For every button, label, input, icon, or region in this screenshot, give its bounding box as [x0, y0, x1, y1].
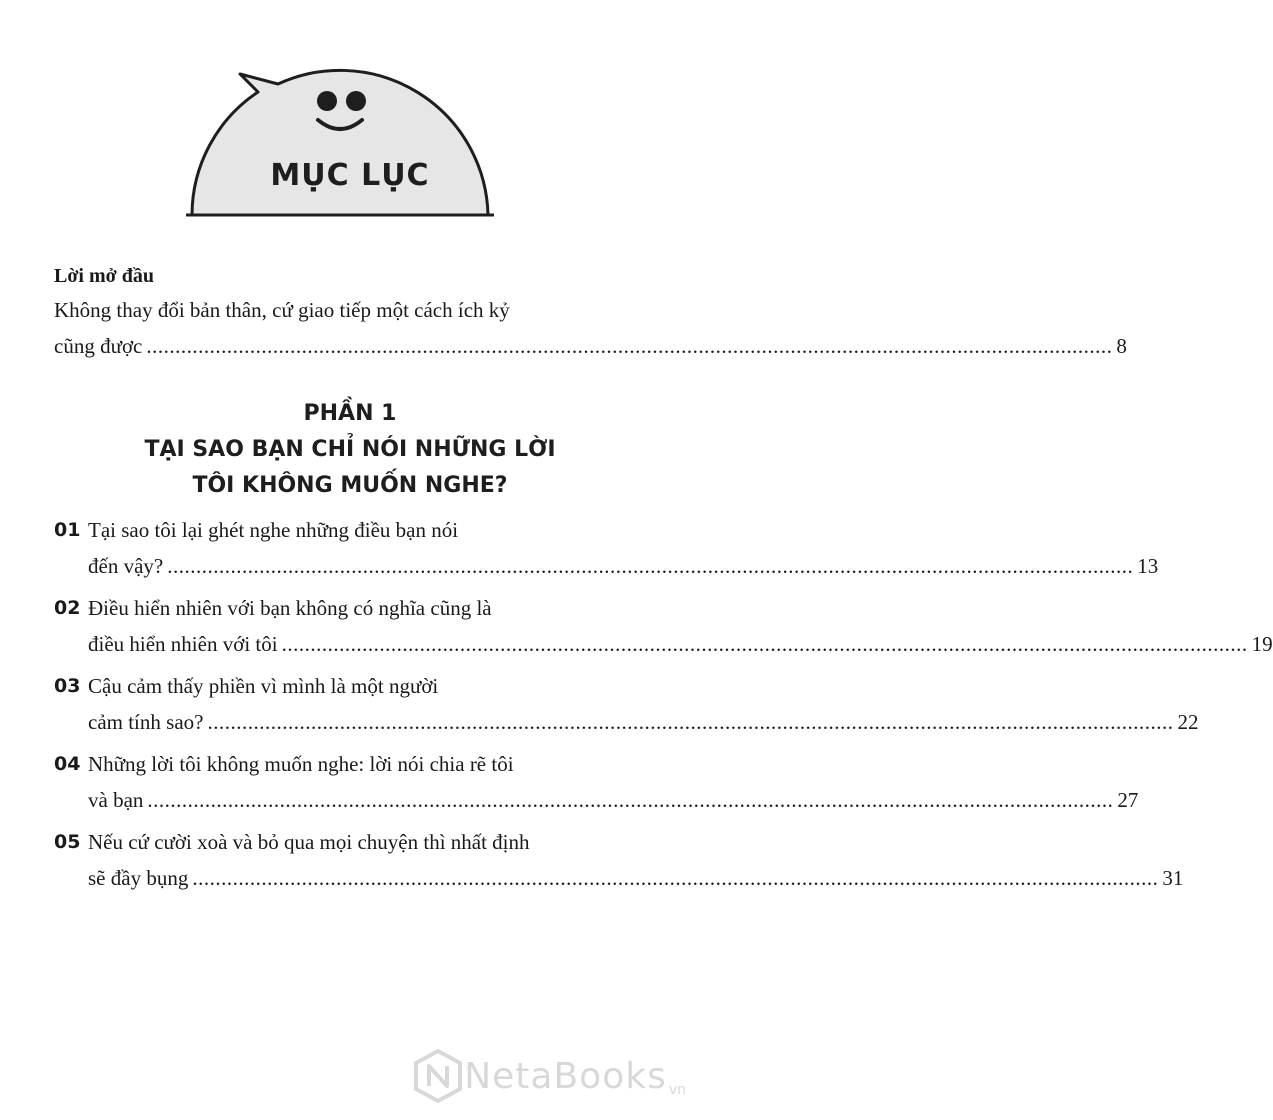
chapter-page-number: 19 — [1251, 632, 1273, 656]
page-title: MỤC LỤC — [270, 158, 430, 193]
chapter-title-line-1: Cậu cảm thấy phiền vì mình là một người — [88, 674, 439, 698]
preface-line-1: Không thay đổi bản thân, cứ giao tiếp một cách ích kỷ — [54, 298, 510, 322]
chapter-entry-05[interactable] — [54, 824, 1184, 896]
part-label: PHẦN 1 — [303, 401, 397, 426]
netabooks-logo-icon — [412, 1048, 464, 1104]
chapter-title-line-2-text: và bạn — [88, 788, 144, 812]
chapter-title-line-1: Tại sao tôi lại ghét nghe những điều bạn nói — [88, 518, 459, 542]
watermark-suffix: vn — [668, 1082, 686, 1098]
preface-entry — [54, 260, 1127, 364]
chapter-entry-03[interactable] — [54, 668, 1199, 740]
chapter-title-line-2-text: đến vậy? — [88, 554, 164, 578]
chapter-title-line-2-text: cảm tính sao? — [88, 710, 204, 734]
chapter-number: 05 — [54, 831, 81, 853]
chapter-title-line-2 — [88, 548, 1159, 584]
part-title-line-2: TÔI KHÔNG MUỐN NGHE? — [192, 473, 508, 498]
chapter-entry-04[interactable] — [54, 746, 1139, 818]
preface-title: Lời mở đầu — [54, 265, 154, 287]
chapter-title-line-1: Những lời tôi không muốn nghe: lời nói chia rẽ tôi — [88, 752, 514, 776]
chapter-number: 03 — [54, 675, 81, 697]
chapter-page-number: 27 — [1117, 788, 1139, 812]
chapter-page-number: 22 — [1177, 710, 1199, 734]
leader-dots: ........................................................................................................................................................................ — [146, 334, 1113, 358]
watermark-brand: NetaBooks — [464, 1055, 667, 1097]
speech-bubble-face — [0, 0, 700, 240]
chapter-title-line-1: Điều hiển nhiên với bạn không có nghĩa cũng là — [88, 596, 492, 620]
chapter-title-line-2-text: điều hiển nhiên với tôi — [88, 632, 278, 656]
chapter-number: 01 — [54, 519, 81, 541]
chapter-list — [54, 512, 1273, 902]
chapter-title-line-2 — [88, 782, 1139, 818]
chapter-page-number: 13 — [1137, 554, 1159, 578]
chapter-number: 04 — [54, 753, 81, 775]
leader-dots: ........................................................................................................................................................................ — [207, 710, 1174, 734]
chapter-title-line-2-text: sẽ đầy bụng — [88, 866, 189, 890]
part-heading — [0, 396, 700, 504]
leader-dots: ........................................................................................................................................................................ — [167, 554, 1134, 578]
chapter-title-line-2 — [88, 626, 1273, 662]
part-title-line-1: TẠI SAO BẠN CHỈ NÓI NHỮNG LỜI — [144, 437, 556, 462]
chapter-number: 02 — [54, 597, 81, 619]
left-eye-icon — [317, 91, 337, 111]
leader-dots: ........................................................................................................................................................................ — [192, 866, 1159, 890]
chapter-title-line-2 — [88, 860, 1184, 896]
chapter-page-number: 31 — [1162, 866, 1184, 890]
preface-page-number: 8 — [1116, 334, 1127, 358]
chapter-title-line-2 — [88, 704, 1199, 740]
netabooks-watermark — [412, 1048, 686, 1104]
chapter-entry-02[interactable] — [54, 590, 1273, 662]
leader-dots: ........................................................................................................................................................................ — [281, 632, 1248, 656]
preface-line-2 — [54, 328, 1127, 364]
right-eye-icon — [346, 91, 366, 111]
chapter-entry-01[interactable] — [54, 512, 1159, 584]
preface-line-2-text: cũng được — [54, 334, 143, 358]
chapter-title-line-1: Nếu cứ cười xoà và bỏ qua mọi chuyện thì nhất định — [88, 830, 530, 854]
leader-dots: ........................................................................................................................................................................ — [147, 788, 1114, 812]
